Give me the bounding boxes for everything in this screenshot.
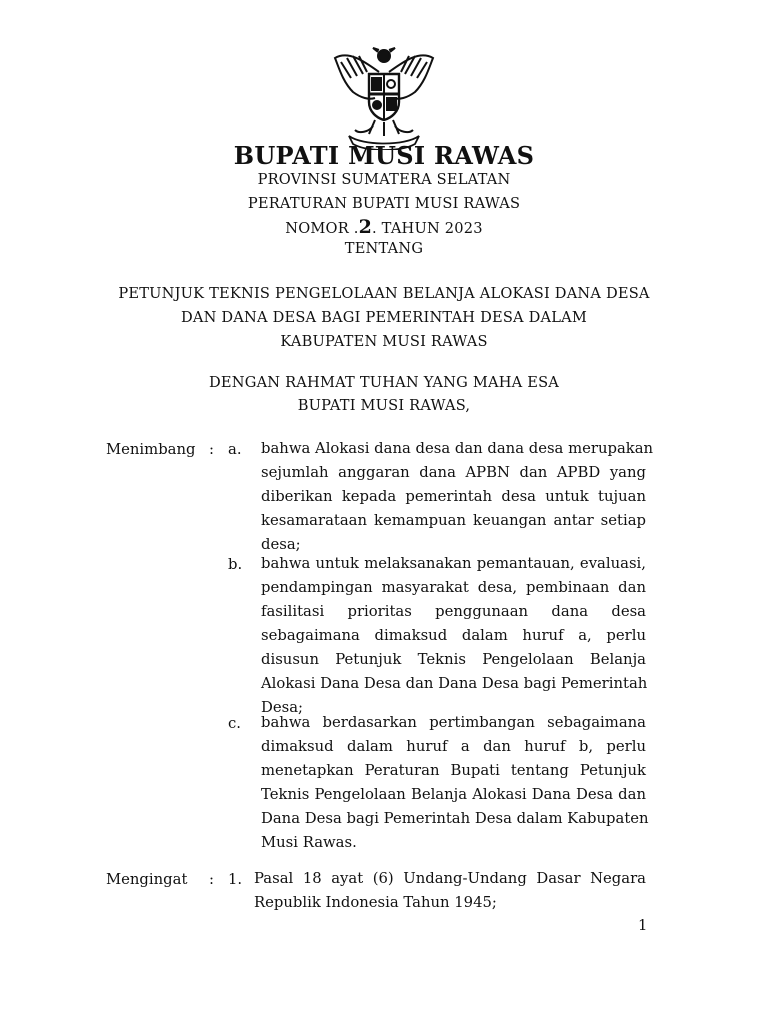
regulation-type-line: PERATURAN BUPATI MUSI RAWAS: [247, 195, 521, 212]
text-line: diberikan kepada pemerintah desa untuk tujuan: [261, 488, 646, 505]
item-marker: a.: [228, 441, 242, 458]
text-line: Republik Indonesia Tahun 1945;: [254, 894, 497, 911]
text-line: disusun Petunjuk Teknis Pengelolaan Belanja: [261, 651, 646, 668]
text-line: Pasal 18 ayat (6) Undang-Undang Dasar Negara: [254, 870, 646, 887]
nomor-value: 2: [358, 216, 372, 238]
text-line: sejumlah anggaran dana APBN dan APBD yang: [261, 464, 646, 481]
text-line: Teknis Pengelolaan Belanja Alokasi Dana Desa dan: [261, 786, 646, 803]
item-marker: 1.: [228, 871, 243, 888]
mengingat-label: Mengingat: [106, 871, 188, 888]
mengingat-colon: :: [209, 871, 214, 888]
garuda-emblem-icon: [329, 42, 439, 150]
nomor-suffix: . TAHUN 2023: [372, 220, 483, 237]
menimbang-item-b: [261, 552, 646, 720]
preamble-line: BUPATI MUSI RAWAS,: [297, 397, 471, 414]
text-line: dimaksud dalam huruf a dan huruf b, perlu: [261, 738, 646, 755]
menimbang-colon: :: [209, 441, 214, 458]
menimbang-item-c: [261, 711, 649, 855]
regulation-number-line: [0, 216, 768, 238]
item-marker: b.: [228, 556, 243, 573]
text-line: menetapkan Peraturan Bupati tentang Petunjuk: [261, 762, 646, 779]
text-line: bahwa Alokasi dana desa dan dana desa merupakan: [261, 440, 654, 457]
text-line: Alokasi Dana Desa dan Dana Desa bagi Pemerintah: [261, 675, 648, 692]
menimbang-label: Menimbang: [106, 441, 196, 458]
text-line: Musi Rawas.: [261, 834, 357, 851]
text-line: pendampingan masyarakat desa, pembinaan dan: [261, 579, 646, 596]
subject-line: DAN DANA DESA BAGI PEMERINTAH DESA DALAM: [180, 309, 588, 326]
text-line: Desa;: [261, 699, 304, 716]
page-title: BUPATI MUSI RAWAS: [233, 141, 535, 170]
text-line: Dana Desa bagi Pemerintah Desa dalam Kabupaten: [261, 810, 649, 827]
tentang-line: TENTANG: [344, 240, 424, 257]
text-line: desa;: [261, 536, 301, 553]
province-line: PROVINSI SUMATERA SELATAN: [257, 171, 511, 188]
page-number: 1: [638, 917, 648, 934]
text-line: sebagaimana dimaksud dalam huruf a, perlu: [261, 627, 646, 644]
nomor-prefix: NOMOR .: [285, 220, 359, 237]
text-line: bahwa berdasarkan pertimbangan sebagaimana: [261, 714, 646, 731]
text-line: kesamarataan kemampuan keuangan antar setiap: [261, 512, 646, 529]
text-line: bahwa untuk melaksanakan pemantauan, evaluasi,: [261, 555, 646, 572]
subject-line: PETUNJUK TEKNIS PENGELOLAAN BELANJA ALOKASI DANA DESA: [118, 285, 650, 302]
preamble-line: DENGAN RAHMAT TUHAN YANG MAHA ESA: [208, 374, 560, 391]
item-marker: c.: [228, 715, 241, 732]
menimbang-item-a: [261, 437, 654, 557]
mengingat-item-1: [254, 867, 646, 915]
text-line: fasilitasi prioritas penggunaan dana desa: [261, 603, 646, 620]
subject-line: KABUPATEN MUSI RAWAS: [280, 333, 488, 350]
